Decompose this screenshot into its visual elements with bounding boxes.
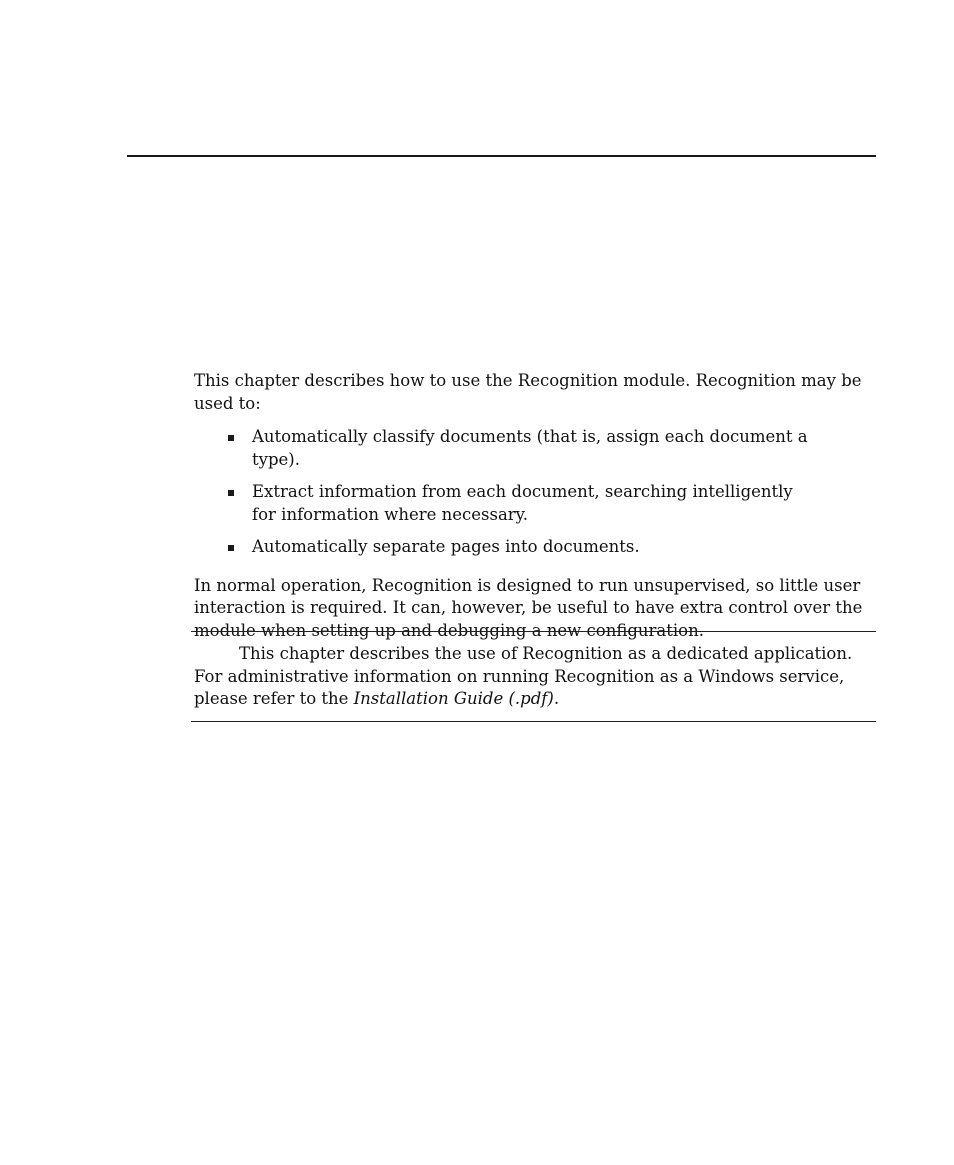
note-text-end: . xyxy=(553,689,560,708)
note-paragraph xyxy=(194,643,876,711)
list-item-text: Automatically separate pages into documents. xyxy=(252,537,640,556)
list-item xyxy=(194,426,812,471)
chapter-content xyxy=(194,370,874,642)
operation-paragraph: In normal operation, Recognition is designed to run unsupervised, so little user interaction is required. It can, however, be useful to have extra control over the module when setting up and debugging a new configuration. xyxy=(194,575,863,640)
installation-guide-reference: Installation Guide (.pdf) xyxy=(353,689,554,708)
square-bullet-icon xyxy=(228,435,234,441)
header-rule xyxy=(127,155,876,157)
list-item xyxy=(194,481,812,526)
uses-list xyxy=(194,426,874,559)
square-bullet-icon xyxy=(228,490,234,496)
list-item xyxy=(194,536,812,559)
list-item-text: Extract information from each document, searching intelligently for information where necessary. xyxy=(252,482,793,524)
note-box xyxy=(191,631,876,722)
note-text: This chapter describes the use of Recognition as a dedicated application. For administrative information on running Recognition as a Windows service, please refer to the xyxy=(194,644,853,708)
intro-paragraph: This chapter describes how to use the Recognition module. Recognition may be used to: xyxy=(194,371,862,413)
list-item-text: Automatically classify documents (that is, assign each document a type). xyxy=(252,427,808,469)
square-bullet-icon xyxy=(228,545,234,551)
